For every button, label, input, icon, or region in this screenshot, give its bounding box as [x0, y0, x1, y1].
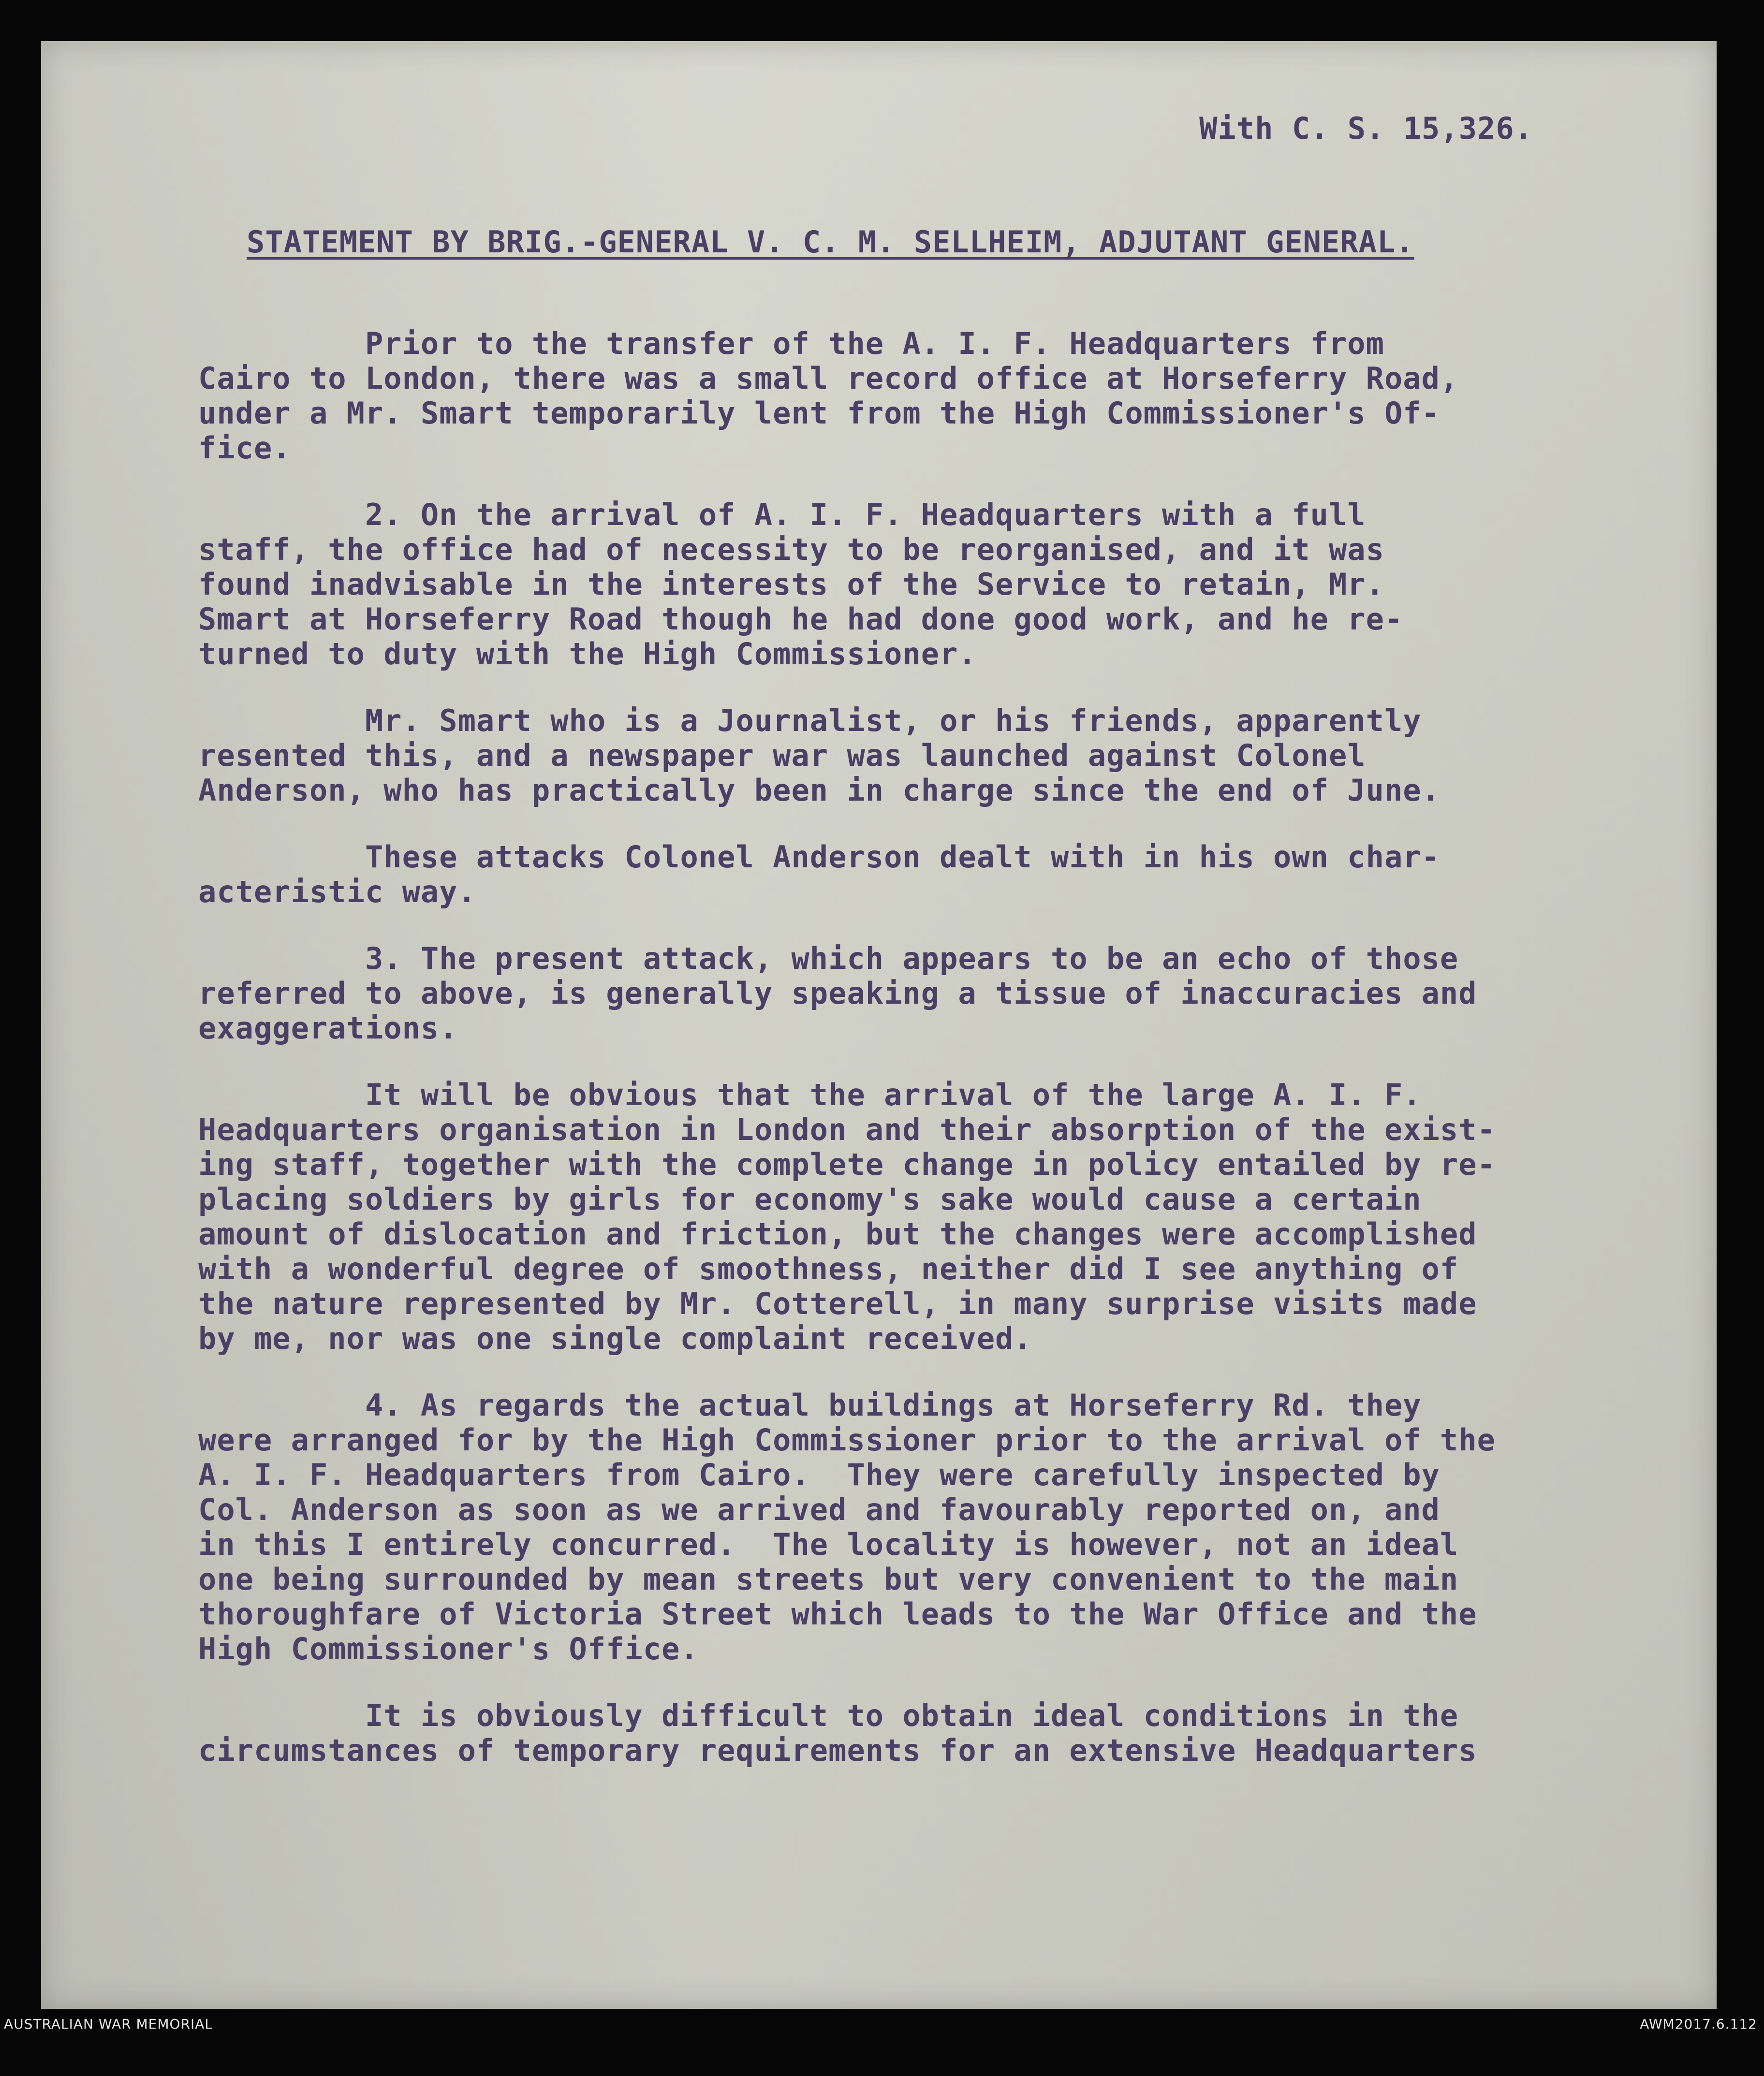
paragraph: It is obviously difficult to obtain ideal conditions in the circumstances of temporary requirements for an extensive Headquarters	[198, 1698, 1477, 1768]
paragraph: 3. The present attack, which appears to be an echo of those referred to above, is generally speaking a tissue of inaccuracies and exaggerations.	[198, 941, 1477, 1046]
paragraph: Prior to the transfer of the A. I. F. Headquarters from Cairo to London, there was a small record office at Horseferry Road, under a Mr. Smart temporarily lent from the High Commissioner's Of- fice.	[198, 326, 1459, 466]
archive-credit: AUSTRALIAN WAR MEMORIAL	[4, 2016, 213, 2032]
paragraph: It will be obvious that the arrival of the large A. I. F. Headquarters organisation in London and their absorption of the exist- ing staff, together with the complete change in policy entailed by re- placing soldiers by girls for economy's sake would cause a certain amount of dislocation and friction, but the changes were accomplished with a wonderful degree of smoothness, neither did I see anything of the nature represented by Mr. Cotterell, in many surprise visits made by me, nor was one single complaint received.	[198, 1077, 1496, 1356]
archive-reference: AWM2017.6.112	[1640, 2016, 1757, 2032]
document-page	[41, 41, 1717, 2009]
paragraph: 4. As regards the actual buildings at Horseferry Rd. they were arranged for by the High Commissioner prior to the arrival of the A. I. F. Headquarters from Cairo. They were carefully inspected by Col. Anderson as soon as we arrived and favourably reported on, and in this I entirely concurred. The locality is however, not an ideal one being surrounded by mean streets but very convenient to the main thoroughfare of Victoria Street which leads to the War Office and the High Commissioner's Office.	[198, 1388, 1496, 1667]
paragraph: 2. On the arrival of A. I. F. Headquarters with a full staff, the office had of necessity to be reorganised, and it was found inadvisable in the interests of the Service to retain, Mr. Smart at Horseferry Road though he had done good work, and he re- turned to duty with the High Commissioner.	[198, 497, 1403, 672]
reference-number: With C. S. 15,326.	[1199, 111, 1533, 146]
document-body	[198, 326, 1721, 1800]
paragraph: Mr. Smart who is a Journalist, or his friends, apparently resented this, and a newspaper war was launched against Colonel Anderson, who has practically been in charge since the end of June.	[198, 703, 1440, 808]
paragraph: These attacks Colonel Anderson dealt with in his own char- acteristic way.	[198, 839, 1440, 909]
document-title: STATEMENT BY BRIG.-GENERAL V. C. M. SELLHEIM, ADJUTANT GENERAL.	[247, 224, 1414, 260]
